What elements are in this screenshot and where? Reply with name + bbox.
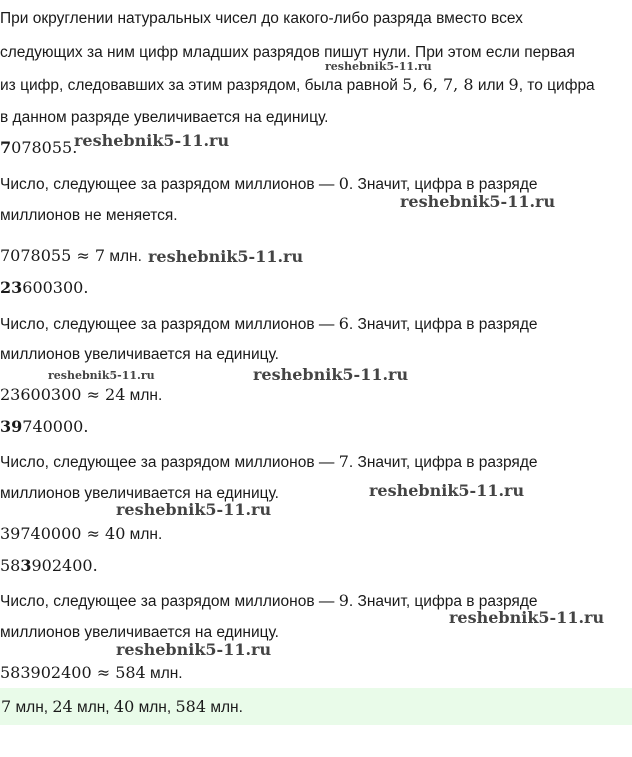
watermark: reshebnik5-11.ru (253, 365, 409, 384)
explanation-2: Число, следующее за разрядом миллионов — 6. Значит, цифра в разряде (0, 314, 538, 333)
watermark: reshebnik5-11.ru (400, 192, 556, 211)
intro-line-4: в данном разряде увеличивается на единицу. (0, 109, 329, 126)
watermark: reshebnik5-11.ru (369, 481, 525, 500)
result-4: 583902400 ≈ 584 млн. (0, 663, 183, 682)
watermark: reshebnik5-11.ru (74, 131, 230, 150)
explanation-2-line-2: миллионов увеличивается на единицу. (0, 346, 279, 363)
watermark: reshebnik5-11.ru (325, 60, 432, 73)
digits-list: 5, 6, 7, 8 (402, 75, 474, 94)
number-3: 39740000. (0, 417, 89, 436)
watermark: reshebnik5-11.ru (48, 369, 155, 382)
number-4: 583902400. (0, 556, 98, 575)
result-1: 7078055 ≈ 7 млн. (0, 246, 142, 265)
answer-box (0, 688, 632, 725)
result-2: 23600300 ≈ 24 млн. (0, 385, 163, 404)
intro-line-3: из цифр, следовавших за этим разрядом, была равной 5, 6, 7, 8 или 9, то цифра (0, 75, 595, 94)
watermark: reshebnik5-11.ru (449, 608, 605, 627)
explanation-1: Число, следующее за разрядом миллионов — 0. Значит, цифра в разряде (0, 174, 538, 193)
number-1: 7078055. (0, 138, 78, 157)
watermark: reshebnik5-11.ru (116, 500, 272, 519)
explanation-3-line-2: миллионов увеличивается на единицу. (0, 485, 279, 502)
answer-text: 7 млн, 24 млн, 40 млн, 584 млн. (1, 697, 243, 716)
intro-line-1: При округлении натуральных чисел до какого-либо разряда вместо всех (0, 10, 523, 27)
result-3: 39740000 ≈ 40 млн. (0, 524, 163, 543)
intro-line-2: следующих за ним цифр младших разрядов пишут нули. При этом если первая (0, 44, 575, 61)
explanation-3: Число, следующее за разрядом миллионов — 7. Значит, цифра в разряде (0, 452, 538, 471)
watermark: reshebnik5-11.ru (116, 640, 272, 659)
watermark: reshebnik5-11.ru (148, 247, 304, 266)
explanation-1-line-2: миллионов не меняется. (0, 207, 178, 224)
explanation-4-line-2: миллионов увеличивается на единицу. (0, 624, 279, 641)
explanation-4: Число, следующее за разрядом миллионов — 9. Значит, цифра в разряде (0, 591, 538, 610)
number-2: 23600300. (0, 278, 89, 297)
